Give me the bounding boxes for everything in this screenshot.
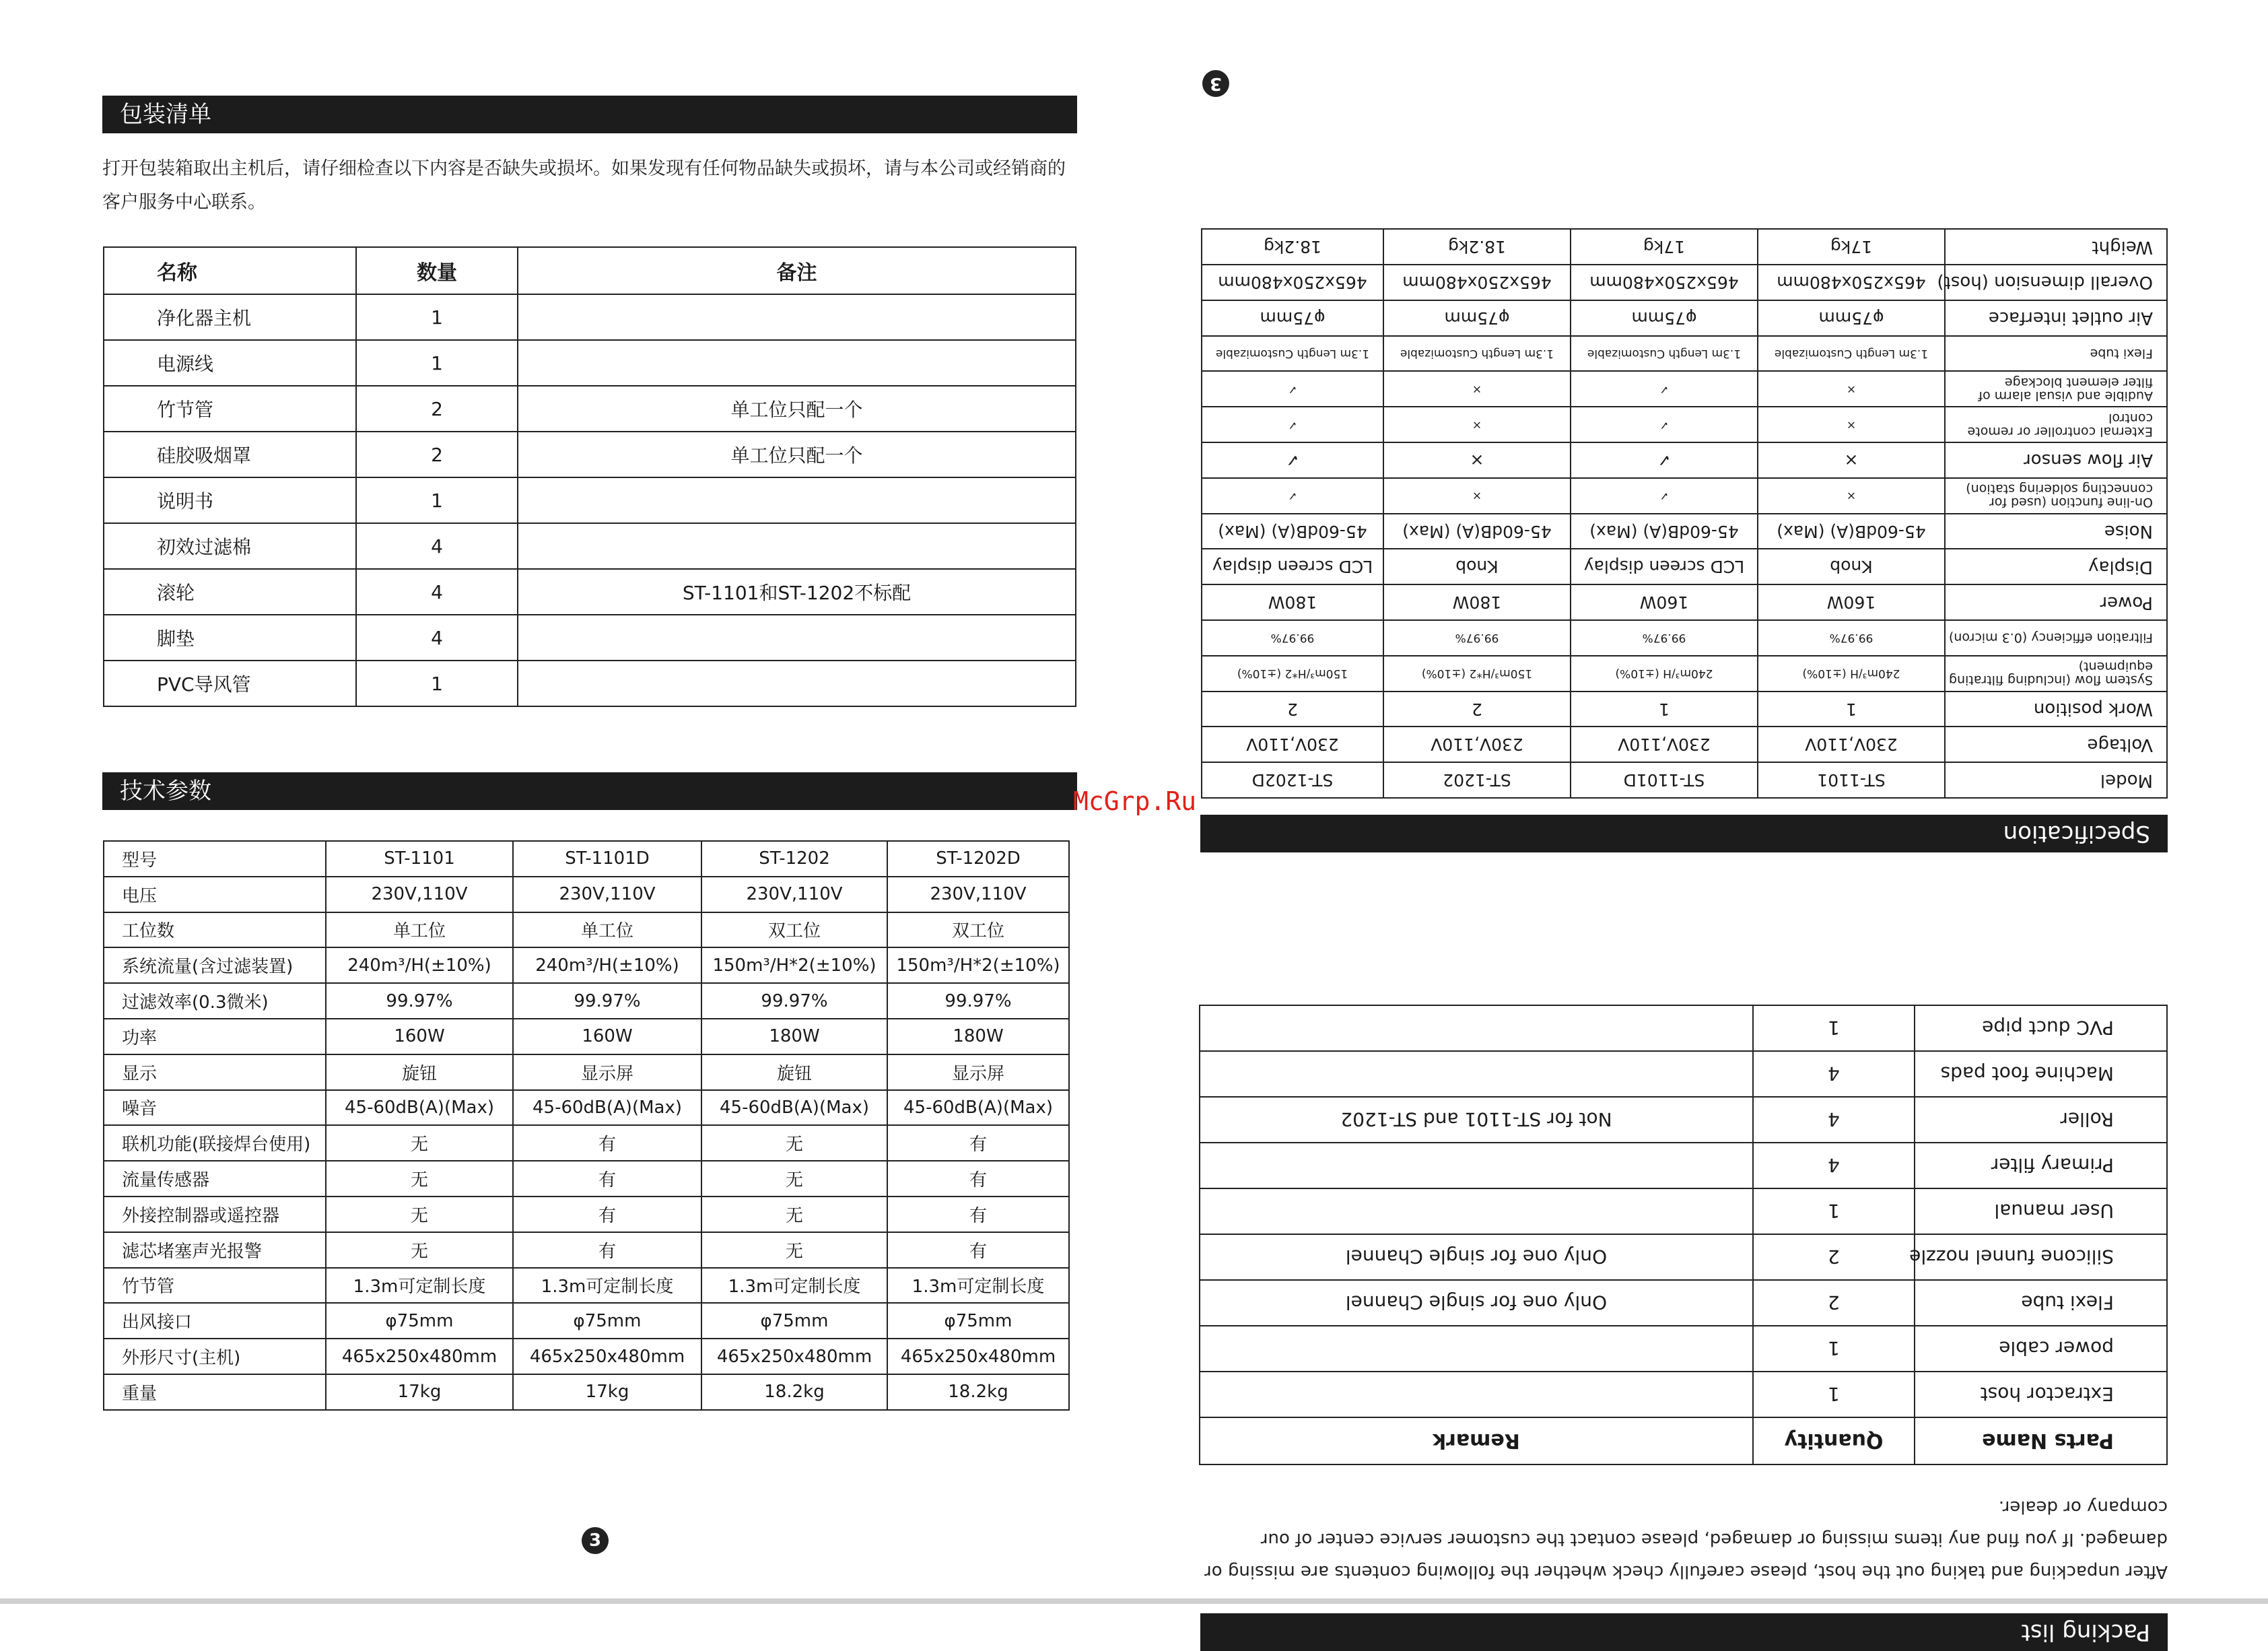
table-cell — [518, 477, 1076, 523]
table-cell: 18.2kg — [1202, 229, 1383, 265]
table-cell: 单工位只配一个 — [518, 386, 1076, 432]
table-cell: ST-1101D — [513, 841, 701, 877]
table-cell: × — [1383, 478, 1571, 514]
table-cell: 单工位 — [513, 912, 701, 948]
table-cell: 45-60dB(A) (Max) — [1202, 514, 1383, 549]
table-cell: 230V,110V — [513, 877, 701, 912]
table-cell: 1.3m可定制长度 — [701, 1268, 887, 1304]
table-cell: 150m³/H*2(±10%) — [887, 947, 1069, 983]
table-cell: 45-60dB(A) (Max) — [1383, 514, 1571, 549]
spec-row — [104, 1268, 1069, 1304]
table-cell — [1200, 1051, 1753, 1097]
row-label: Voltage — [1945, 727, 2167, 762]
table-cell: 1 — [1758, 692, 1945, 727]
packing-list-intro — [102, 152, 1085, 220]
row-label: 硅胶吸烟罩 — [104, 432, 356, 477]
row-label: Air outlet interface — [1945, 300, 2167, 336]
table-cell: 双工位 — [887, 912, 1069, 948]
table-cell: × — [1383, 407, 1571, 442]
en-spec-row — [1202, 478, 2167, 514]
row-label: Silicone funnel nozzle — [1915, 1234, 2167, 1280]
row-label: Machine foot pads — [1915, 1051, 2167, 1097]
row-label: 流量传感器 — [104, 1161, 326, 1197]
en-packing-title-bar — [1200, 1613, 2168, 1651]
table-cell: 无 — [701, 1232, 887, 1268]
table-cell: 单工位 — [326, 912, 513, 948]
table-cell: 465x250x480mm — [1383, 265, 1571, 300]
row-label: 外接控制器或遥控器 — [104, 1197, 326, 1232]
table-cell: 1 — [356, 477, 518, 523]
table-cell: 旋钮 — [326, 1054, 513, 1090]
table-row — [104, 386, 1076, 432]
en-table-row — [1200, 1005, 2167, 1051]
row-label: Flexi tube — [1915, 1280, 2167, 1326]
table-cell: 4 — [356, 569, 518, 615]
table-cell: φ75mm — [887, 1303, 1069, 1339]
row-label: 脚垫 — [104, 615, 356, 661]
table-cell: ✓ — [1202, 478, 1383, 514]
table-cell: 1 — [356, 661, 518, 706]
table-cell: × — [1758, 407, 1945, 442]
table-cell: 17kg — [1758, 229, 1945, 265]
row-label: 型号 — [104, 841, 326, 877]
en-table-row — [1200, 1188, 2167, 1234]
en-spec-table — [1201, 228, 2168, 799]
row-label: 电压 — [104, 877, 326, 912]
table-cell: 1.3m可定制长度 — [326, 1268, 513, 1304]
spec-row — [104, 912, 1069, 948]
row-label: Work position — [1945, 692, 2167, 727]
table-cell: 4 — [1753, 1143, 1915, 1188]
table-cell: × — [1383, 442, 1571, 478]
en-spec-row — [1202, 762, 2167, 798]
table-cell: 99.97% — [1758, 620, 1945, 656]
en-spec-row — [1202, 584, 2167, 620]
table-cell: φ75mm — [513, 1303, 701, 1339]
table-cell: 旋钮 — [701, 1054, 887, 1090]
table-cell: 230V,110V — [1383, 727, 1571, 762]
table-cell: 17kg — [1571, 229, 1758, 265]
en-spec-row — [1202, 336, 2167, 372]
row-label: 功率 — [104, 1019, 326, 1054]
en-intro-line-3: company or dealer. — [1998, 1497, 2168, 1517]
table-cell: × — [1758, 371, 1945, 407]
table-cell: 1 — [1753, 1005, 1915, 1051]
table-cell: 1.3m可定制长度 — [513, 1268, 701, 1304]
row-label: 初效过滤棉 — [104, 523, 356, 569]
row-label: Display — [1945, 549, 2167, 584]
header-quantity: 数量 — [356, 247, 518, 294]
table-row — [104, 569, 1076, 615]
spec-row — [104, 1090, 1069, 1126]
table-cell: 有 — [887, 1161, 1069, 1197]
spec-row — [104, 1161, 1069, 1197]
table-cell: 465x250x480mm — [1758, 265, 1945, 300]
table-cell: 18.2kg — [1383, 229, 1571, 265]
row-label: 净化器主机 — [104, 294, 356, 340]
en-spec-row — [1202, 514, 2167, 549]
spec-table — [103, 840, 1070, 1411]
table-cell: 2 — [1753, 1280, 1915, 1326]
en-spec-row — [1202, 620, 2167, 656]
table-cell: φ75mm — [1571, 300, 1758, 336]
table-cell: 有 — [513, 1197, 701, 1232]
table-cell: ST-1202 — [701, 841, 887, 877]
table-cell: 有 — [887, 1232, 1069, 1268]
table-cell: 显示屏 — [513, 1054, 701, 1090]
row-label: Air flow sensor — [1945, 442, 2167, 478]
table-cell: 1 — [1753, 1372, 1915, 1417]
en-intro-line-2: damaged. If you find any items missing or damaged, please contact the customer service center of our — [1260, 1529, 2168, 1549]
page-number: 3 — [588, 1530, 602, 1551]
table-cell: 双工位 — [701, 912, 887, 948]
table-cell: Knob — [1758, 549, 1945, 584]
row-label: Filtration efficiency (0.3 micron) — [1945, 620, 2167, 656]
row-label: Model — [1945, 762, 2167, 798]
table-header-row — [104, 247, 1076, 294]
table-cell: 160W — [513, 1019, 701, 1054]
table-cell: 465x250x480mm — [513, 1339, 701, 1374]
row-label: 竹节管 — [104, 386, 356, 432]
table-cell: ST-1101和ST-1202不标配 — [518, 569, 1076, 615]
row-label: 电源线 — [104, 340, 356, 386]
table-cell: 无 — [326, 1161, 513, 1197]
en-spec-row — [1202, 549, 2167, 584]
table-cell: 18.2kg — [887, 1374, 1069, 1410]
table-cell: ✓ — [1202, 442, 1383, 478]
row-label: Weight — [1945, 229, 2167, 265]
table-cell: 230V,110V — [701, 877, 887, 912]
table-cell: 2 — [1753, 1234, 1915, 1280]
table-row — [104, 477, 1076, 523]
table-row — [104, 294, 1076, 340]
en-intro-line-1: After unpacking and taking out the host, please carefully check whether the following contents are missing or — [1204, 1561, 2168, 1582]
row-label: Extractor host — [1915, 1372, 2167, 1417]
row-label: Flexi tube — [1945, 336, 2167, 372]
spec-title: 技术参数 — [120, 778, 211, 805]
table-cell: 160W — [1758, 584, 1945, 620]
header-name: 名称 — [104, 247, 356, 294]
spec-row — [104, 1303, 1069, 1339]
table-cell: 有 — [887, 1125, 1069, 1161]
table-cell: 465x250x480mm — [887, 1339, 1069, 1374]
table-cell: 1.3m Length Customizable — [1202, 336, 1383, 372]
row-label: System flow (including filtrating equipment) — [1945, 656, 2167, 692]
table-cell: 150m³/H*2 (±10%) — [1202, 656, 1383, 692]
spec-row — [104, 1339, 1069, 1374]
table-cell: 465x250x480mm — [701, 1339, 887, 1374]
en-table-row — [1200, 1051, 2167, 1097]
spec-title-bar — [102, 772, 1077, 810]
table-cell: 240m³/H (±10%) — [1758, 656, 1945, 692]
table-cell: ✓ — [1571, 407, 1758, 442]
table-cell: 1 — [1571, 692, 1758, 727]
packing-list-title-bar — [102, 96, 1077, 133]
en-spec-row — [1202, 656, 2167, 692]
spec-row — [104, 1374, 1069, 1410]
table-cell: × — [1758, 442, 1945, 478]
packing-intro-line-2: 客户服务中心联系。 — [102, 192, 266, 213]
row-label: On-line function (used for connecting soldering station) — [1945, 478, 2167, 514]
en-spec-row — [1202, 371, 2167, 407]
packing-intro-line-1: 打开包装箱取出主机后，请仔细检查以下内容是否缺失或损坏。如果发现有任何物品缺失或损坏，请与本公司或经销商的 — [102, 158, 1066, 179]
table-cell: φ75mm — [326, 1303, 513, 1339]
row-label: 噪音 — [104, 1090, 326, 1126]
table-cell: 45-60dB(A) (Max) — [1571, 514, 1758, 549]
en-spec-row — [1202, 442, 2167, 478]
table-cell: 99.97% — [1202, 620, 1383, 656]
table-row — [104, 615, 1076, 661]
table-cell: Only one for single Channel — [1200, 1280, 1753, 1326]
table-cell: ST-1202D — [1202, 762, 1383, 798]
table-cell — [518, 615, 1076, 661]
table-cell — [1200, 1005, 1753, 1051]
row-label: 联机功能(联接焊台使用) — [104, 1125, 326, 1161]
table-cell — [518, 661, 1076, 706]
table-cell: ✓ — [1571, 442, 1758, 478]
table-cell: 无 — [701, 1197, 887, 1232]
table-row — [104, 661, 1076, 706]
page-number-badge-en — [1202, 70, 1229, 97]
en-spec-title-bar — [1200, 815, 2168, 852]
table-cell: Knob — [1383, 549, 1571, 584]
row-label: Noise — [1945, 514, 2167, 549]
spec-row — [104, 1019, 1069, 1054]
spec-row — [104, 983, 1069, 1019]
table-cell: 45-60dB(A) (Max) — [1758, 514, 1945, 549]
table-cell: 180W — [1202, 584, 1383, 620]
table-cell: ✓ — [1202, 371, 1383, 407]
table-cell: 150m³/H*2(±10%) — [701, 947, 887, 983]
en-spec-row — [1202, 727, 2167, 762]
en-header-quantity: Quantity — [1753, 1417, 1915, 1464]
row-label: 显示 — [104, 1054, 326, 1090]
table-cell: Only one for single Channel — [1200, 1234, 1753, 1280]
row-label: 说明书 — [104, 477, 356, 523]
table-cell: 无 — [326, 1197, 513, 1232]
header-remark: 备注 — [518, 247, 1076, 294]
table-cell — [518, 294, 1076, 340]
row-label: 重量 — [104, 1374, 326, 1410]
table-cell: 465x250x480mm — [326, 1339, 513, 1374]
row-label: power cable — [1915, 1326, 2167, 1372]
table-cell — [518, 523, 1076, 569]
table-cell — [1200, 1143, 1753, 1188]
table-row — [104, 432, 1076, 477]
table-cell: 4 — [356, 615, 518, 661]
en-spec-row — [1202, 229, 2167, 265]
spec-row — [104, 1054, 1069, 1090]
table-cell: 17kg — [326, 1374, 513, 1410]
table-cell: 180W — [887, 1019, 1069, 1054]
en-table-row — [1200, 1326, 2167, 1372]
table-cell: φ75mm — [1202, 300, 1383, 336]
table-cell: 2 — [1383, 692, 1571, 727]
table-cell — [1200, 1372, 1753, 1417]
en-header-parts-name: Parts Name — [1915, 1417, 2167, 1464]
en-table-row — [1200, 1097, 2167, 1143]
spec-row — [104, 841, 1069, 877]
table-cell: 180W — [701, 1019, 887, 1054]
table-cell: 18.2kg — [701, 1374, 887, 1410]
watermark: McGrp.Ru — [1073, 786, 1197, 816]
table-cell — [1200, 1326, 1753, 1372]
table-cell: 465x250x480mm — [1571, 265, 1758, 300]
en-packing-intro — [1185, 1491, 2168, 1588]
table-cell: ST-1202 — [1383, 762, 1571, 798]
row-label: PVC导风管 — [104, 661, 356, 706]
table-cell: 1 — [1753, 1326, 1915, 1372]
table-cell: 4 — [1753, 1097, 1915, 1143]
table-cell: 150m³/H*2 (±10%) — [1383, 656, 1571, 692]
en-spec-row — [1202, 265, 2167, 300]
table-cell: ✓ — [1571, 478, 1758, 514]
table-cell: φ75mm — [1383, 300, 1571, 336]
table-cell: 无 — [701, 1161, 887, 1197]
en-spec-row — [1202, 407, 2167, 442]
table-cell: × — [1383, 371, 1571, 407]
table-cell: 无 — [326, 1125, 513, 1161]
row-label: Power — [1945, 584, 2167, 620]
table-cell: ST-1101D — [1571, 762, 1758, 798]
spec-row — [104, 1197, 1069, 1232]
page-number-en: 3 — [1209, 73, 1223, 94]
table-cell: 有 — [513, 1232, 701, 1268]
row-label: External controller or remote control — [1945, 407, 2167, 442]
row-label: Primary filter — [1915, 1143, 2167, 1188]
table-cell: LCD screen display — [1571, 549, 1758, 584]
spec-row — [104, 947, 1069, 983]
en-table-row — [1200, 1234, 2167, 1280]
row-label: 滚轮 — [104, 569, 356, 615]
english-page-rotated — [1189, 39, 2185, 1646]
table-cell: 1 — [356, 294, 518, 340]
table-cell: 230V,110V — [326, 877, 513, 912]
row-label: Roller — [1915, 1097, 2167, 1143]
table-cell: 2 — [1202, 692, 1383, 727]
row-label: Overall dimension (host) — [1945, 265, 2167, 300]
table-cell: 4 — [1753, 1051, 1915, 1097]
table-cell: 2 — [356, 386, 518, 432]
table-cell: Not for ST-1101 and ST-1202 — [1200, 1097, 1753, 1143]
table-cell: φ75mm — [1758, 300, 1945, 336]
row-label: 出风接口 — [104, 1303, 326, 1339]
table-cell: 99.97% — [701, 983, 887, 1019]
en-table-header-row — [1200, 1417, 2167, 1464]
en-table-row — [1200, 1143, 2167, 1188]
table-cell: 无 — [701, 1125, 887, 1161]
table-cell: 显示屏 — [887, 1054, 1069, 1090]
table-cell: 无 — [326, 1232, 513, 1268]
packing-list-title: 包装清单 — [120, 101, 211, 128]
row-label: PVC duct pipe — [1915, 1005, 2167, 1051]
spec-row — [104, 1232, 1069, 1268]
table-cell: 99.97% — [1383, 620, 1571, 656]
table-cell: 240m³/H(±10%) — [513, 947, 701, 983]
en-packing-title: Packing list — [2021, 1619, 2150, 1646]
table-cell: ST-1202D — [887, 841, 1069, 877]
table-cell: 45-60dB(A)(Max) — [887, 1090, 1069, 1126]
row-label: 滤芯堵塞声光报警 — [104, 1232, 326, 1268]
row-label: 系统流量(含过滤装置) — [104, 947, 326, 983]
table-cell: 160W — [326, 1019, 513, 1054]
bottom-border — [0, 1598, 2268, 1604]
table-row — [104, 340, 1076, 386]
table-cell: 1.3m Length Customizable — [1383, 336, 1571, 372]
table-cell: 有 — [513, 1125, 701, 1161]
table-cell: 1 — [1753, 1188, 1915, 1234]
en-table-row — [1200, 1372, 2167, 1417]
table-cell: 180W — [1383, 584, 1571, 620]
row-label: 过滤效率(0.3微米) — [104, 983, 326, 1019]
table-cell: ✓ — [1571, 371, 1758, 407]
table-cell: 有 — [513, 1161, 701, 1197]
row-label: Audible and visual alarm of filter element blockage — [1945, 371, 2167, 407]
en-table-row — [1200, 1280, 2167, 1326]
table-cell: 240m³/H(±10%) — [326, 947, 513, 983]
table-cell: 465x250x480mm — [1202, 265, 1383, 300]
table-cell: ✓ — [1202, 407, 1383, 442]
table-cell: × — [1758, 478, 1945, 514]
table-cell: 45-60dB(A)(Max) — [326, 1090, 513, 1126]
table-cell: 1.3m Length Customizable — [1571, 336, 1758, 372]
table-cell: 99.97% — [326, 983, 513, 1019]
table-cell: 1.3m可定制长度 — [887, 1268, 1069, 1304]
table-cell: 230V,110V — [1202, 727, 1383, 762]
row-label: User manual — [1915, 1188, 2167, 1234]
table-cell: 1.3m Length Customizable — [1758, 336, 1945, 372]
en-header-remark: Remark — [1200, 1417, 1753, 1464]
table-cell: 99.97% — [513, 983, 701, 1019]
table-cell: 240m³/H (±10%) — [1571, 656, 1758, 692]
en-packing-list-table — [1199, 1005, 2168, 1465]
table-cell: ST-1101 — [326, 841, 513, 877]
table-cell: 4 — [356, 523, 518, 569]
spec-row — [104, 1125, 1069, 1161]
row-label: 外形尺寸(主机) — [104, 1339, 326, 1374]
table-cell: 17kg — [513, 1374, 701, 1410]
table-cell: 99.97% — [1571, 620, 1758, 656]
table-cell: 单工位只配一个 — [518, 432, 1076, 477]
en-spec-row — [1202, 300, 2167, 336]
spec-row — [104, 877, 1069, 912]
table-cell — [1200, 1188, 1753, 1234]
table-cell — [518, 340, 1076, 386]
table-cell: 230V,110V — [1571, 727, 1758, 762]
table-cell: 45-60dB(A)(Max) — [701, 1090, 887, 1126]
row-label: 工位数 — [104, 912, 326, 948]
page-number-badge — [582, 1527, 609, 1554]
table-cell: 99.97% — [887, 983, 1069, 1019]
table-cell: LCD screen display — [1202, 549, 1383, 584]
table-cell: 160W — [1571, 584, 1758, 620]
table-cell: 2 — [356, 432, 518, 477]
table-cell: 230V,110V — [887, 877, 1069, 912]
table-cell: 1 — [356, 340, 518, 386]
table-cell: 45-60dB(A)(Max) — [513, 1090, 701, 1126]
table-cell: 230V,110V — [1758, 727, 1945, 762]
en-spec-title: Specification — [2003, 820, 2150, 847]
en-spec-row — [1202, 692, 2167, 727]
packing-list-table — [103, 246, 1076, 707]
row-label: 竹节管 — [104, 1268, 326, 1304]
table-cell: ST-1101 — [1758, 762, 1945, 798]
table-cell: 有 — [887, 1197, 1069, 1232]
table-cell: φ75mm — [701, 1303, 887, 1339]
table-row — [104, 523, 1076, 569]
